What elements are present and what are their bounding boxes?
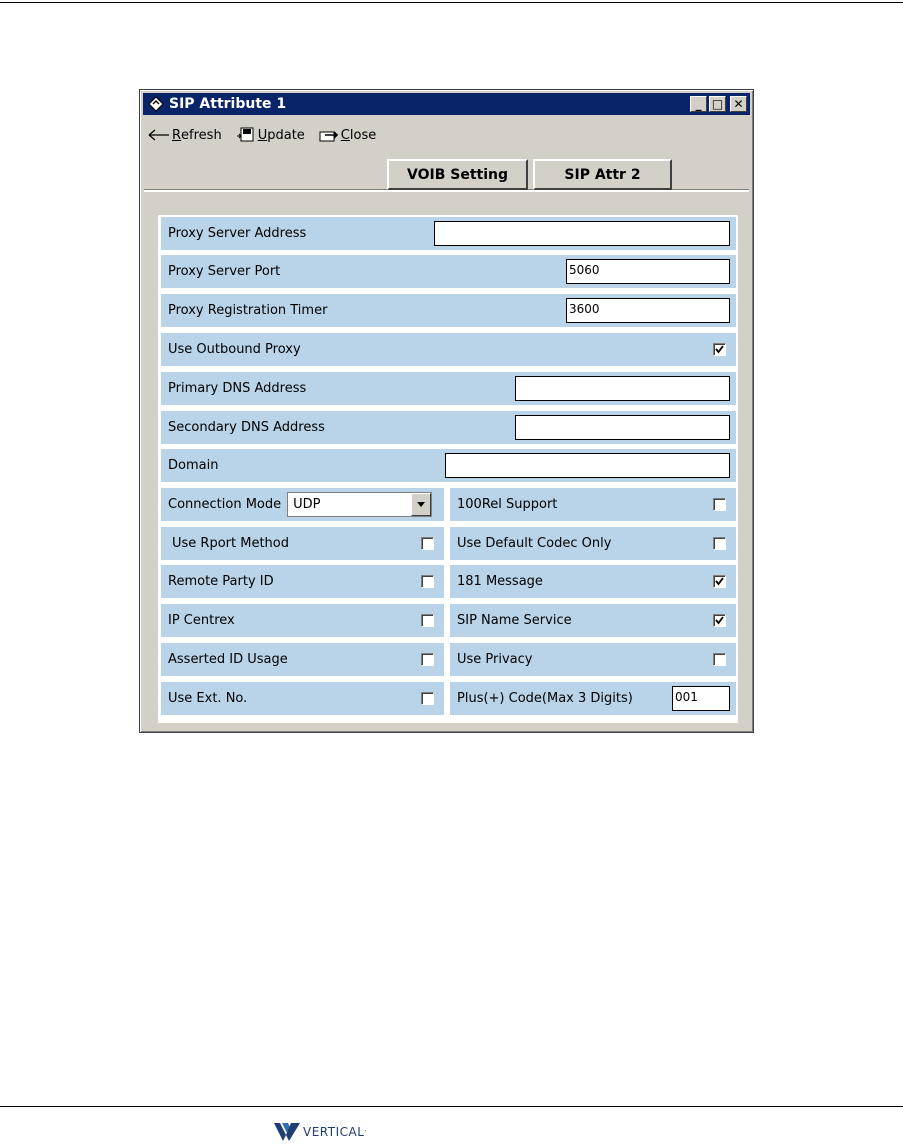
- secondary-dns-input[interactable]: [515, 415, 730, 440]
- row-ip-centrex: [161, 604, 444, 637]
- update-button[interactable]: [236, 127, 305, 143]
- 181-message-label: 181 Message: [457, 574, 543, 589]
- remote-party-id-label: Remote Party ID: [168, 574, 274, 589]
- row-primary-dns: [161, 372, 736, 405]
- tab-voib-setting[interactable]: VOIB Setting: [387, 159, 528, 190]
- use-privacy-label: Use Privacy: [457, 652, 533, 667]
- connection-mode-value: UDP: [293, 497, 321, 512]
- app-diamond-icon: [147, 95, 165, 113]
- use-ext-no-label: Use Ext. No.: [168, 691, 248, 706]
- window-title: SIP Attribute 1: [169, 96, 287, 112]
- proxy-registration-timer-label: Proxy Registration Timer: [168, 303, 328, 318]
- update-label: pdate: [267, 127, 305, 143]
- checkmark-icon: [715, 345, 724, 354]
- use-ext-no-checkbox[interactable]: [421, 692, 434, 705]
- row-use-privacy: [450, 643, 736, 676]
- sip-name-service-checkbox[interactable]: [713, 614, 726, 627]
- checkmark-icon: [715, 616, 724, 625]
- row-use-default-codec-only: [450, 527, 736, 560]
- plus-code-input[interactable]: 001: [672, 686, 730, 711]
- row-proxy-server-address: [161, 217, 736, 250]
- use-outbound-proxy-label: Use Outbound Proxy: [168, 342, 301, 357]
- vertical-logo-text: VERTICAL.: [303, 1125, 368, 1139]
- refresh-label: efresh: [181, 127, 222, 143]
- row-plus-code: [450, 682, 736, 715]
- remote-party-id-checkbox[interactable]: [421, 575, 434, 588]
- asserted-id-usage-label: Asserted ID Usage: [168, 652, 288, 667]
- primary-dns-label: Primary DNS Address: [168, 381, 307, 396]
- row-secondary-dns: [161, 411, 736, 444]
- proxy-server-address-label: Proxy Server Address: [168, 226, 307, 241]
- 100rel-support-label: 100Rel Support: [457, 497, 558, 512]
- primary-dns-input[interactable]: [515, 376, 730, 401]
- row-100rel-support: [450, 488, 736, 521]
- refresh-button[interactable]: [148, 128, 222, 143]
- asserted-id-usage-checkbox[interactable]: [421, 653, 434, 666]
- row-sip-name-service: [450, 604, 736, 637]
- close-window-button[interactable]: [730, 96, 747, 112]
- close-icon: ✕: [733, 97, 744, 111]
- proxy-server-address-input[interactable]: [434, 221, 730, 246]
- row-use-rport-method: [161, 527, 444, 560]
- row-use-ext-no: [161, 682, 444, 715]
- domain-input[interactable]: [445, 453, 730, 478]
- plus-code-label: Plus(+) Code(Max 3 Digits): [457, 691, 633, 706]
- connection-mode-label: Connection Mode: [168, 497, 282, 512]
- row-proxy-server-port: [161, 255, 736, 288]
- sip-attribute-window: [139, 89, 754, 733]
- tab-sip-attr-2[interactable]: SIP Attr 2: [533, 159, 672, 190]
- minimize-button[interactable]: [690, 96, 707, 112]
- update-mnemonic: U: [257, 127, 268, 143]
- refresh-mnemonic: R: [172, 127, 182, 143]
- row-connection-mode: [161, 488, 444, 521]
- ip-centrex-checkbox[interactable]: [421, 614, 434, 627]
- proxy-registration-timer-input[interactable]: 3600: [566, 298, 730, 323]
- minimize-icon: _: [695, 97, 702, 111]
- title-bar[interactable]: [143, 93, 750, 115]
- save-icon: [236, 127, 256, 143]
- checkmark-icon: [715, 577, 724, 586]
- close-button[interactable]: [319, 127, 376, 143]
- sip-name-service-label: SIP Name Service: [457, 613, 572, 628]
- use-privacy-checkbox[interactable]: [713, 653, 726, 666]
- maximize-button[interactable]: [709, 96, 726, 112]
- row-domain: [161, 449, 736, 482]
- top-rule: [0, 2, 903, 3]
- arrow-left-icon: [148, 128, 170, 142]
- proxy-server-port-input[interactable]: 5060: [566, 259, 730, 284]
- 100rel-support-checkbox[interactable]: [713, 498, 726, 511]
- bottom-rule: [0, 1106, 903, 1107]
- row-remote-party-id: [161, 565, 444, 598]
- use-rport-method-label: Use Rport Method: [172, 536, 289, 551]
- use-rport-method-checkbox[interactable]: [421, 537, 434, 550]
- close-mnemonic: C: [340, 127, 350, 143]
- row-181-message: [450, 565, 736, 598]
- chevron-down-icon[interactable]: [411, 493, 431, 516]
- use-default-codec-only-label: Use Default Codec Only: [457, 536, 612, 551]
- close-label: lose: [349, 127, 377, 143]
- domain-label: Domain: [168, 458, 219, 473]
- row-asserted-id-usage: [161, 643, 444, 676]
- vertical-logo-mark-icon: [274, 1123, 300, 1141]
- ip-centrex-label: IP Centrex: [168, 613, 235, 628]
- toolbar: [148, 124, 390, 146]
- secondary-dns-label: Secondary DNS Address: [168, 420, 325, 435]
- connection-mode-select[interactable]: [287, 492, 432, 517]
- exit-icon: [319, 127, 339, 143]
- 181-message-checkbox[interactable]: [713, 575, 726, 588]
- row-use-outbound-proxy: [161, 333, 736, 366]
- use-default-codec-only-checkbox[interactable]: [713, 537, 726, 550]
- use-outbound-proxy-checkbox[interactable]: [713, 343, 726, 356]
- tab-strip: [144, 150, 749, 192]
- vertical-logo: [274, 1123, 367, 1141]
- proxy-server-port-label: Proxy Server Port: [168, 264, 281, 279]
- row-proxy-registration-timer: [161, 294, 736, 327]
- settings-form: [158, 215, 738, 723]
- maximize-icon: □: [711, 97, 724, 111]
